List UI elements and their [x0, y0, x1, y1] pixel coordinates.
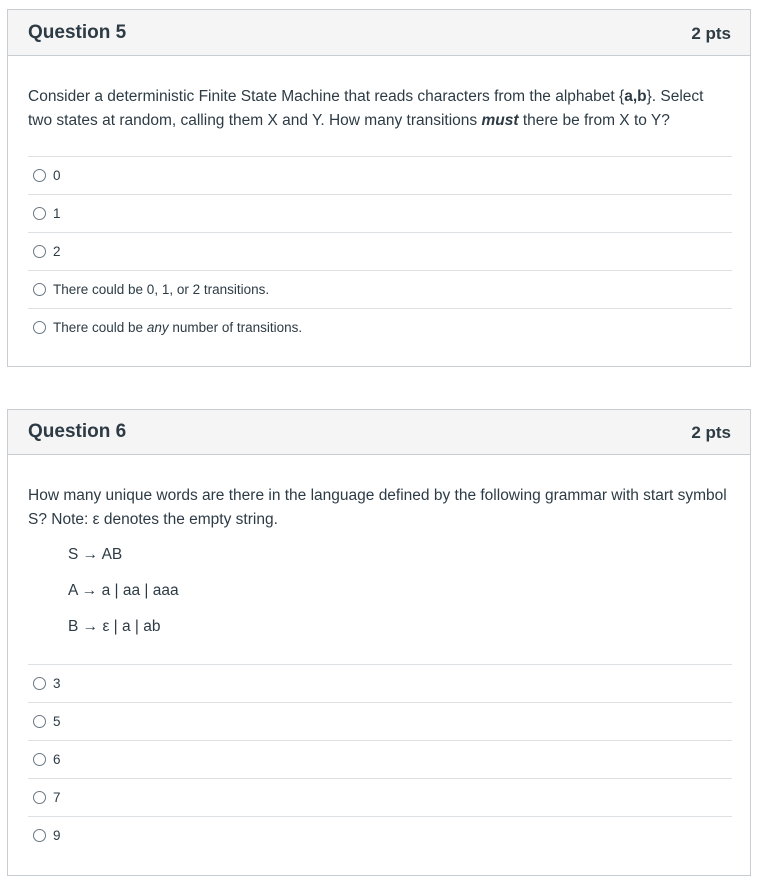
answer-label-part: number of transitions. — [168, 320, 303, 335]
answer-label: 2 — [53, 244, 61, 259]
emphasis-must: must — [481, 112, 519, 129]
question-text: How many unique words are there in the language defined by the following grammar with start symbol S? Note: ε denotes the empty string. — [28, 487, 727, 528]
answer-option[interactable] — [28, 156, 732, 194]
answer-label: There could be 0, 1, or 2 transitions. — [53, 282, 270, 297]
answer-option[interactable] — [28, 270, 732, 308]
answer-label: 0 — [53, 168, 61, 183]
radio-button[interactable] — [33, 753, 46, 766]
answer-label: 7 — [53, 790, 61, 805]
question-title: Question 6 — [28, 421, 127, 442]
grammar-rule: A → a | aa | aaa — [68, 582, 179, 599]
question-text-part: there be from X to Y? — [518, 112, 670, 129]
answer-option[interactable] — [28, 702, 732, 740]
question-text-part: }. Select two states at random, calling them X and Y. How many transitions — [28, 88, 704, 129]
answer-option[interactable] — [28, 232, 732, 270]
grammar-rule: S → AB — [68, 546, 123, 563]
radio-button[interactable] — [33, 169, 46, 182]
question-6 — [7, 409, 751, 876]
grammar-rules — [68, 537, 179, 645]
radio-button[interactable] — [33, 321, 46, 334]
answer-option[interactable] — [28, 664, 732, 702]
answer-list — [28, 156, 732, 346]
answer-option[interactable] — [28, 778, 732, 816]
answer-label: 1 — [53, 206, 61, 221]
radio-button[interactable] — [33, 791, 46, 804]
radio-button[interactable] — [33, 715, 46, 728]
answer-label-part: There could be — [53, 320, 147, 335]
radio-button[interactable] — [33, 829, 46, 842]
radio-button[interactable] — [33, 283, 46, 296]
answer-label: 9 — [53, 828, 61, 843]
answer-label: 6 — [53, 752, 61, 767]
question-header — [8, 410, 750, 455]
question-text — [28, 85, 728, 133]
answer-option[interactable] — [28, 816, 732, 854]
question-text-part: Consider a deterministic Finite State Machine that reads characters from the alphabet { — [28, 88, 625, 105]
answer-option[interactable] — [28, 308, 732, 346]
radio-button[interactable] — [33, 245, 46, 258]
question-header — [8, 10, 750, 56]
question-points: 2 pts — [691, 423, 731, 442]
answer-label: 3 — [53, 676, 61, 691]
answer-label: 5 — [53, 714, 61, 729]
answer-option[interactable] — [28, 740, 732, 778]
alphabet: a,b — [624, 88, 647, 105]
grammar-rule: B → ε | a | ab — [68, 618, 161, 635]
question-title: Question 5 — [28, 21, 127, 43]
answer-label — [53, 320, 302, 335]
radio-button[interactable] — [33, 677, 46, 690]
radio-button[interactable] — [33, 207, 46, 220]
answer-option[interactable] — [28, 194, 732, 232]
question-points: 2 pts — [691, 23, 731, 43]
emphasis-any: any — [146, 320, 169, 335]
question-5 — [7, 9, 751, 367]
answer-list — [28, 664, 732, 854]
